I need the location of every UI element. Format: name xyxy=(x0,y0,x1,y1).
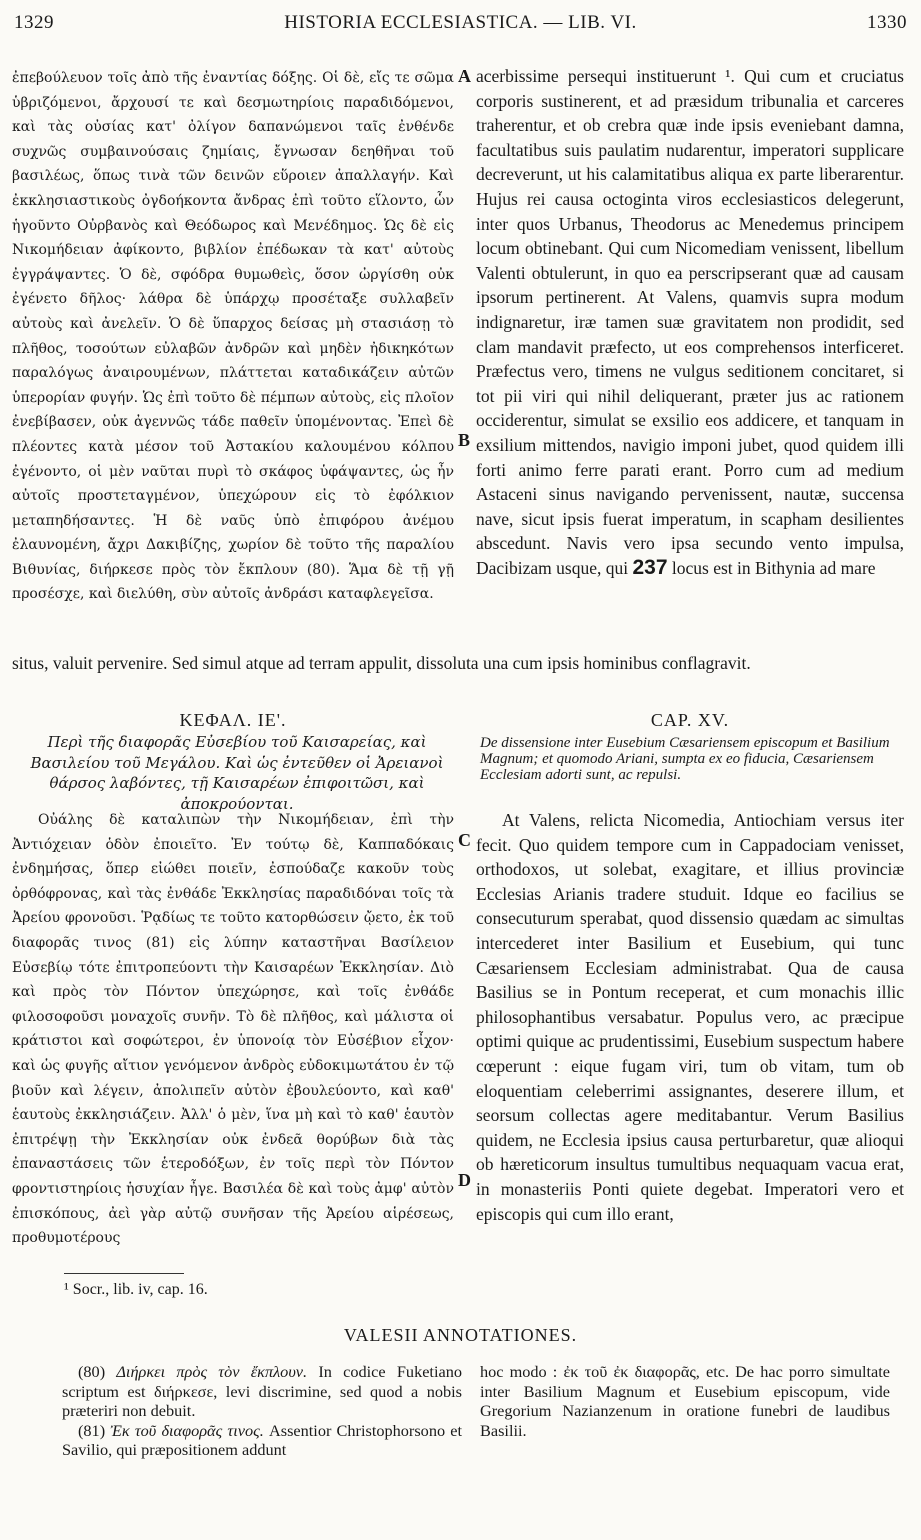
chapter-title-latin: CAP. XV. xyxy=(650,710,730,730)
latin-paragraph-top-end: locus est in Bithynia ad mare xyxy=(671,557,876,578)
chapter-title-greek: ΚΕΦΑΛ. ΙΕ'. xyxy=(179,710,287,730)
chapter-subtitle-greek: Περὶ τῆς διαφορᾶς Εὐσεβίου τοῦ Καισαρείας, καὶ Βασιλείου τοῦ Μεγάλου. Καὶ ὡς ἐντεῦθεν οἱ Ἀρειανοὶ θάρσος λαβόντες, τῇ Καισαρέων ἐπιφοιτῶσι, καὶ ἀποκρούονται. xyxy=(30,733,444,813)
margin-letter-c: C xyxy=(458,830,471,850)
greek-paragraph-top: ἐπεβούλευον τοῖς ἀπὸ τῆς ἐναντίας δόξης. Οἱ δὲ, εἴς τε σῶμα ὑβριζόμενοι, ἄρχουσί τε καὶ δεσμωτηρίοις παραδιδόμενοι, καὶ τὰς οὐσίας κατ' ὀλίγον δαπανώμενοι ταῖς ἐνθένδε συχνῶς συμβαινούσαις ζημίαις, ἔγνωσαν δεηθῆναι τοῦ βασιλέως, ὅπως τινὰ τῶν δεινῶν εὕροιεν ἀπαλλαγήν. Καὶ ἐκκλησιαστικοὺς ὀγδοήκοντα ἄνδρας ἐπὶ τοῦτο εἵλοντο, ὧν ἡγοῦντο Οὐρβανὸς καὶ Θεόδωρος καὶ Μενέδημος. Ὡς δὲ εἰς Νικομήδειαν ἀφίκοντο, βιβλίον ἐπέδωκαν τὰ κατ' αὐτοὺς ἐγγράψαντες. Ὁ δὲ, σφόδρα θυμωθεὶς, ὅσον ὠργίσθη οὐκ ἐγένετο δῆλος· λάθρα δὲ ὑπάρχῳ προσέταξε συλλαβεῖν αὐτοὺς καὶ ἀνελεῖν. Ὁ δὲ ὕπαρχος δείσας μὴ στασιάσῃ τὸ πλῆθος, τοσούτων εὐλαβῶν ἀνδρῶν καὶ μηδὲν ἠδικηκότων παραλόγως ἀναιρουμένων, πλάττεται καταδικάζειν αὐτῶν ὑπερορίαν φυγήν. Ὡς ἐπὶ τοῦτο δὲ πέμπων αὐτοὺς, εἰς πλοῖον ἐνεβίβασεν, οὐκ ἀγεννῶς τάδε παθεῖν ὑπομένοντας. Ἐπεὶ δὲ πλέοντες κατὰ μέσον τοῦ Ἀστακίου καλουμένου κόλπου ἐγένοντο, οἱ μὲν ναῦται πυρὶ τὸ σκάφος ὑφάψαντες, ὡς ἦν αὐτοῖς προστεταγμένον, ὑπεχώρουν εἰς τὸ ἐφόλκιον μεταπηδήσαντες. Ἡ δὲ ναῦς ὑπὸ ἐπιφόρου ἀνέμου ἐλαυνομένη, ἄχρι Δακιβίζης, χωρίον δὲ τοῦτο τῆς παραλίου Βιθυνίας, διήρκεσε πρὸς τὸν ἔκπλουν (80). Ἅμα δὲ τῇ γῇ προσέσχε, καὶ διελύθη, σὺν αὐτοῖς ἀνδράσι καταφλεγεῖσα. xyxy=(12,70,454,603)
greek-text-top xyxy=(12,66,454,607)
latin-paragraph-top xyxy=(476,64,904,580)
latin-chapter-body: At Valens, relicta Nicomedia, Antiochiam versus iter fecit. Quo quidem tempore cum in Cappadociam venisset, orthodoxos, ut solebat, exagitare, et illius provinciæ Ecclesias Arianis tradere studuit. Idque eo facilius se consecuturum sperabat, quod dissensio quædam ac simultas intercederet inter Basilium et Eusebium, qui tunc Cæsariensem Ecclesiam administrabat. Qua de causa Basilius se in Pontum receperat, et cum monachis illic philosophantibus versabatur. Populus vero, ac præcipue optimi quique ac prudentissimi, Eusebium suspectum habere cœperunt : eique fugam viri, tum ob vitam, tum ob eloquentiam celeberrimi assignantes, deserere illum, et seorsum collectas agere meditabantur. Verum Basilius quidem, ne Ecclesia ipsius causa perturbaretur, quæ alioqui ob hæreticorum insultus tumultibus nequaquam vacua erat, in monasteriis Ponti quiete degebat. Imperatori vero et episcopis qui cum illo erant, xyxy=(476,810,904,1224)
running-title: HISTORIA ECCLESIASTICA. — LIB. VI. xyxy=(284,12,637,33)
annotations-right xyxy=(480,1362,890,1440)
footnote: ¹ Socr., lib. iv, cap. 16. xyxy=(64,1281,208,1298)
latin-paragraph-top-text: acerbissime persequi instituerunt ¹. Qui cum et cruciatus corporis sustinerent, et ad præsidum tribunalia et carceres traherentur, et ob crebra quæ inde ipsis eveniebant damna, facultatibus suis paulatim nudarentur, imperatori supplicare decreverunt, ut his calamitatibus aliqua ex parte liberarentur. Hujus rei causa octoginta viros ecclesiasticos delegerunt, inter quos Urbanus, Theodorus ac Menedemus principem locum obtinebant. Qui cum Nicomediam venissent, libellum Valenti obtulerunt, in quo ea perscripserant quæ ad causam ipsorum pertinerent. At Valens, quamvis supra modum indignaretur, iræ tamen suæ gravitatem non prodidit, sed clam mandavit præfecto, ut eos comprehensos interficeret. Præfectus vero, timens ne vulgus seditionem concitaret, si tot pii viri qui nihil deliquerant, præter jus ac rationem occiderentur, simulat se exsilio eos addicere, et tanquam in exsilium mittendos, navigio imponi jubet, quod quidem illi forti animo ferre parati erant. Porro cum ad medium Astaceni sinus navigando pervenissent, nautæ, succensa nave, sicut ipsis fuerat imperatum, in scapham desilientes abscedunt. Navis vero ipsa secundo vento impulsa, Dacibizam usque, qui xyxy=(476,66,904,578)
footnote-rule xyxy=(64,1273,184,1274)
latin-text-top xyxy=(476,64,904,580)
page-number-right: 1330 xyxy=(867,12,907,33)
greek-chapter-body: Οὐάλης δὲ καταλιπὼν τὴν Νικομήδειαν, ἐπὶ τὴν Ἀντιόχειαν ὁδὸν ἐποιεῖτο. Ἐν τούτῳ δὲ, Καππαδόκαις ἐνδημήσας, ὅπερ εἰώθει ποιεῖν, ἐσπούδαζε κακοῦν τοὺς ὀρθόφρονας, καὶ τὰς ἐνθάδε Ἐκκλησίας παραδιδόναι τοῖς τὰ Ἀρείου φρονοῦσι. Ῥᾳδίως τε τοῦτο κατορθώσειν ᾤετο, ἐκ τοῦ διαφορᾶς τινος (81) εἰς λύπην καταστῆναι Βασίλειον Εὐσεβίῳ τότε ἐπιτροπεύοντι τὴν Καισαρέων Ἐκκλησίαν. Διὸ καὶ πρὸς τὸν Πόντον ὑπεχώρησε, καὶ τοῖς ἐνθάδε φιλοσοφοῦσι μοναχοῖς συνῆν. Τὸ δὲ πλῆθος, καὶ μάλιστα οἱ κράτιστοι καὶ σοφώτεροι, ἐν ὑπονοίᾳ τὸν Εὐσέβιον εἶχον· καὶ ὡς φυγῆς αἴτιον γενόμενον ἀνδρὸς εὐδοκιμωτάτου ἐν τῷ βιοῦν καὶ λέγειν, ἀπολιπεῖν αὐτὸν ἐβουλεύοντο, καὶ καθ' ἑαυτοὺς ἐκκλησιάζειν. Ἀλλ' ὁ μὲν, ἵνα μὴ καὶ τὸ καθ' ἑαυτὸν ἐπιτρέψῃ τὴν Ἐκκλησίαν οὐκ ἐνδεᾶ θορύβων διὰ τὰς ἐπαναστάσεις τῶν ἑτεροδόξων, ἐν τοῖς περὶ τὸν Πόντον φροντιστηρίοις ἡσυχίαν ἦγε. Βασιλέα δὲ καὶ τοὺς ἀμφ' αὐτὸν ἐπισκόπους, ἀεὶ γὰρ αὐτῷ συνῆσαν τῆς Ἀρείου αἱρέσεως, προθυμοτέρους xyxy=(12,812,454,1247)
margin-letter-d: D xyxy=(458,1170,471,1190)
column-number: 237 xyxy=(632,555,668,579)
annotations-title: VALESII ANNOTATIONES. xyxy=(343,1325,578,1345)
annotations-left xyxy=(62,1362,462,1460)
annotation-80: (80) Διήρκει πρὸς τὸν ἔκπλουν. In codice Fuketiano scriptum est διήρκεσε, levi discrimine, sed quod a nobis præteriri non debuit. xyxy=(62,1362,462,1421)
annotation-81: (81) Ἐκ τοῦ διαφορᾶς τινος. Assentior Christophorsono et Savilio, qui præpositionem addunt xyxy=(62,1420,463,1460)
chapter-subtitle-latin: De dissensione inter Eusebium Cæsariensem episcopum et Basilium Magnum; et quomodo Ariani, sumpta ex eo fiducia, Cæsariensem Ecclesiam adorti sunt, ac repulsi. xyxy=(480,735,890,783)
margin-letter-b: B xyxy=(458,430,471,450)
page-number-left: 1329 xyxy=(14,12,54,33)
annotation-81-continued: hoc modo : ἐκ τοῦ ἐκ διαφορᾶς, etc. De hac porro simultate inter Basilium Magnum et Eusebium episcopum, vide Gregorium Nazianzenum in oratione funebri de laudibus Basilii. xyxy=(480,1362,890,1440)
spanning-line: situs, valuit pervenire. Sed simul atque ad terram appulit, dissoluta una cum ipsis hominibus conflagravit. xyxy=(12,653,751,673)
margin-letter-a: A xyxy=(458,66,471,86)
